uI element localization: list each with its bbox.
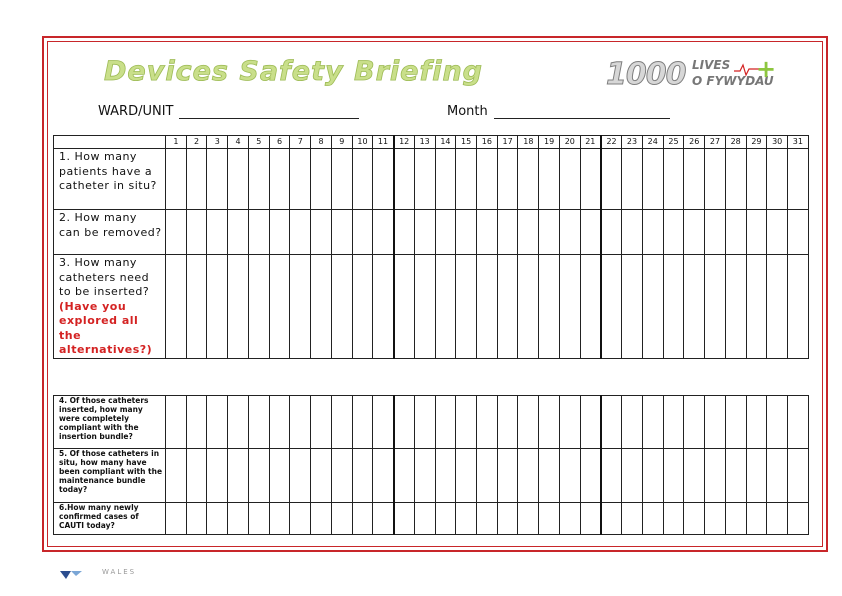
day-entry-cell[interactable]: [207, 396, 228, 449]
day-header: 27: [705, 136, 726, 149]
day-entry-cell[interactable]: [497, 255, 518, 359]
day-entry-cell[interactable]: [725, 449, 746, 503]
day-entry-cell[interactable]: [186, 210, 207, 255]
day-entry-cell[interactable]: [477, 396, 498, 449]
day-entry-cell[interactable]: [290, 449, 311, 503]
day-entry-cell[interactable]: [622, 210, 643, 255]
plus-icon: +: [756, 55, 777, 83]
day-entry-cell[interactable]: [186, 149, 207, 210]
day-entry-cell[interactable]: [622, 503, 643, 535]
question-1: 1. How many patients have a catheter in situ?: [54, 149, 166, 210]
day-entry-cell[interactable]: [311, 149, 332, 210]
day-entry-cell[interactable]: [269, 449, 290, 503]
day-entry-cell[interactable]: [725, 210, 746, 255]
day-header: 31: [788, 136, 809, 149]
question-row-4: [54, 396, 809, 449]
day-entry-cell[interactable]: [269, 210, 290, 255]
day-entry-cell[interactable]: [248, 503, 269, 535]
day-entry-cell[interactable]: [373, 255, 394, 359]
page-title: Devices Safety Briefing: [104, 56, 484, 87]
day-entry-cell[interactable]: [373, 210, 394, 255]
corner-cell: [54, 136, 166, 149]
day-header: 6: [269, 136, 290, 149]
day-entry-cell[interactable]: [684, 503, 705, 535]
day-entry-cell[interactable]: [622, 449, 643, 503]
day-entry-cell[interactable]: [622, 255, 643, 359]
day-entry-cell[interactable]: [622, 149, 643, 210]
day-entry-cell[interactable]: [705, 149, 726, 210]
day-entry-cell[interactable]: [788, 255, 809, 359]
day-entry-cell[interactable]: [228, 255, 249, 359]
day-entry-cell[interactable]: [746, 210, 767, 255]
daily-grid-top: [53, 135, 809, 359]
day-header: 8: [311, 136, 332, 149]
day-header: 13: [414, 136, 435, 149]
footer: [58, 566, 137, 585]
day-entry-cell[interactable]: [642, 503, 663, 535]
day-entry-cell[interactable]: [311, 449, 332, 503]
day-entry-cell[interactable]: [435, 255, 456, 359]
day-entry-cell[interactable]: [518, 503, 539, 535]
day-entry-cell[interactable]: [166, 503, 187, 535]
day-entry-cell[interactable]: [477, 210, 498, 255]
day-entry-cell[interactable]: [518, 255, 539, 359]
day-entry-cell[interactable]: [186, 449, 207, 503]
day-entry-cell[interactable]: [580, 396, 601, 449]
question-row-5: [54, 449, 809, 503]
question-6: 6.How many newly confirmed cases of CAUTI today?: [54, 503, 166, 535]
daily-grid-bottom: [53, 395, 809, 535]
ward-unit-input-line[interactable]: [179, 106, 359, 119]
day-entry-cell[interactable]: [539, 149, 560, 210]
day-entry-cell[interactable]: [601, 449, 622, 503]
day-entry-cell[interactable]: [331, 396, 352, 449]
day-entry-cell[interactable]: [663, 449, 684, 503]
day-entry-cell[interactable]: [601, 149, 622, 210]
day-entry-cell[interactable]: [269, 255, 290, 359]
question-4: 4. Of those catheters inserted, how many were completely compliant with the insertion bundle?: [54, 396, 166, 449]
day-entry-cell[interactable]: [559, 449, 580, 503]
ward-unit-field: [98, 104, 359, 119]
day-entry-cell[interactable]: [539, 396, 560, 449]
day-entry-cell[interactable]: [642, 210, 663, 255]
day-header: 19: [539, 136, 560, 149]
day-header: 11: [373, 136, 394, 149]
day-entry-cell[interactable]: [269, 396, 290, 449]
logo-line-2: O FYWYDAU: [692, 74, 774, 88]
day-entry-cell[interactable]: [290, 396, 311, 449]
day-entry-cell[interactable]: [663, 255, 684, 359]
day-entry-cell[interactable]: [414, 210, 435, 255]
day-entry-cell[interactable]: [311, 210, 332, 255]
day-entry-cell[interactable]: [228, 210, 249, 255]
day-entry-cell[interactable]: [394, 503, 415, 535]
day-entry-cell[interactable]: [725, 503, 746, 535]
day-header: 16: [477, 136, 498, 149]
day-entry-cell[interactable]: [207, 255, 228, 359]
day-entry-cell[interactable]: [228, 449, 249, 503]
day-entry-cell[interactable]: [725, 396, 746, 449]
day-entry-cell[interactable]: [497, 210, 518, 255]
day-header: 18: [518, 136, 539, 149]
day-entry-cell[interactable]: [684, 149, 705, 210]
day-entry-cell[interactable]: [290, 503, 311, 535]
day-header: 28: [725, 136, 746, 149]
day-entry-cell[interactable]: [601, 255, 622, 359]
day-entry-cell[interactable]: [414, 255, 435, 359]
logo-number: 1000: [606, 57, 686, 92]
day-entry-cell[interactable]: [331, 449, 352, 503]
month-label: Month: [447, 104, 488, 119]
day-entry-cell[interactable]: [166, 396, 187, 449]
day-entry-cell[interactable]: [207, 149, 228, 210]
day-entry-cell[interactable]: [228, 149, 249, 210]
day-entry-cell[interactable]: [269, 503, 290, 535]
day-header: 14: [435, 136, 456, 149]
day-entry-cell[interactable]: [767, 255, 788, 359]
question-row-6: [54, 503, 809, 535]
day-entry-cell[interactable]: [352, 449, 373, 503]
day-entry-cell[interactable]: [580, 210, 601, 255]
day-header: 29: [746, 136, 767, 149]
day-entry-cell[interactable]: [497, 503, 518, 535]
day-entry-cell[interactable]: [705, 255, 726, 359]
day-entry-cell[interactable]: [684, 255, 705, 359]
day-header: 1: [166, 136, 187, 149]
day-entry-cell[interactable]: [331, 503, 352, 535]
day-entry-cell[interactable]: [373, 149, 394, 210]
day-entry-cell[interactable]: [580, 503, 601, 535]
question-2: 2. How many can be removed?: [54, 210, 166, 255]
day-entry-cell[interactable]: [373, 503, 394, 535]
day-entry-cell[interactable]: [352, 396, 373, 449]
day-entry-cell[interactable]: [663, 210, 684, 255]
1000-lives-logo: [606, 55, 778, 93]
day-entry-cell[interactable]: [248, 210, 269, 255]
day-entry-cell[interactable]: [642, 255, 663, 359]
month-input-line[interactable]: [494, 106, 670, 119]
day-header: 7: [290, 136, 311, 149]
day-entry-cell[interactable]: [331, 255, 352, 359]
day-entry-cell[interactable]: [414, 503, 435, 535]
day-entry-cell[interactable]: [559, 149, 580, 210]
day-header: 15: [456, 136, 477, 149]
day-entry-cell[interactable]: [186, 396, 207, 449]
day-entry-cell[interactable]: [580, 449, 601, 503]
day-entry-cell[interactable]: [352, 503, 373, 535]
day-entry-cell[interactable]: [394, 210, 415, 255]
day-entry-cell[interactable]: [290, 149, 311, 210]
day-entry-cell[interactable]: [705, 449, 726, 503]
day-entry-cell[interactable]: [684, 210, 705, 255]
day-entry-cell[interactable]: [228, 396, 249, 449]
day-entry-cell[interactable]: [788, 449, 809, 503]
day-entry-cell[interactable]: [746, 396, 767, 449]
day-entry-cell[interactable]: [331, 210, 352, 255]
day-entry-cell[interactable]: [435, 210, 456, 255]
day-entry-cell[interactable]: [248, 255, 269, 359]
day-entry-cell[interactable]: [207, 503, 228, 535]
day-entry-cell[interactable]: [559, 396, 580, 449]
day-entry-cell[interactable]: [311, 503, 332, 535]
day-header: 24: [642, 136, 663, 149]
day-header: 21: [580, 136, 601, 149]
day-entry-cell[interactable]: [352, 210, 373, 255]
day-entry-cell[interactable]: [311, 255, 332, 359]
day-entry-cell[interactable]: [601, 396, 622, 449]
nhs-wales-logo-icon: [58, 569, 84, 581]
day-entry-cell[interactable]: [331, 149, 352, 210]
day-entry-cell[interactable]: [725, 149, 746, 210]
day-entry-cell[interactable]: [477, 503, 498, 535]
day-entry-cell[interactable]: [435, 503, 456, 535]
day-entry-cell[interactable]: [477, 255, 498, 359]
day-entry-cell[interactable]: [559, 210, 580, 255]
day-entry-cell[interactable]: [663, 503, 684, 535]
day-entry-cell[interactable]: [290, 255, 311, 359]
day-entry-cell[interactable]: [477, 149, 498, 210]
day-entry-cell[interactable]: [269, 149, 290, 210]
day-entry-cell[interactable]: [601, 210, 622, 255]
day-entry-cell[interactable]: [414, 149, 435, 210]
day-header: 23: [622, 136, 643, 149]
day-entry-cell[interactable]: [767, 396, 788, 449]
day-entry-cell[interactable]: [746, 149, 767, 210]
day-entry-cell[interactable]: [580, 255, 601, 359]
day-entry-cell[interactable]: [394, 149, 415, 210]
day-entry-cell[interactable]: [207, 449, 228, 503]
day-header: 26: [684, 136, 705, 149]
day-entry-cell[interactable]: [788, 149, 809, 210]
day-entry-cell[interactable]: [725, 255, 746, 359]
day-entry-cell[interactable]: [642, 149, 663, 210]
day-entry-cell[interactable]: [394, 255, 415, 359]
day-header: 25: [663, 136, 684, 149]
day-entry-cell[interactable]: [435, 149, 456, 210]
day-entry-cell[interactable]: [767, 210, 788, 255]
day-header: 22: [601, 136, 622, 149]
day-entry-cell[interactable]: [559, 503, 580, 535]
day-entry-cell[interactable]: [186, 503, 207, 535]
day-entry-cell[interactable]: [290, 210, 311, 255]
day-entry-cell[interactable]: [539, 503, 560, 535]
day-entry-cell[interactable]: [788, 396, 809, 449]
day-entry-cell[interactable]: [497, 449, 518, 503]
day-entry-cell[interactable]: [394, 396, 415, 449]
day-header: 10: [352, 136, 373, 149]
day-header: 9: [331, 136, 352, 149]
day-entry-cell[interactable]: [642, 449, 663, 503]
day-entry-cell[interactable]: [352, 255, 373, 359]
day-entry-cell[interactable]: [166, 210, 187, 255]
day-entry-cell[interactable]: [663, 396, 684, 449]
day-entry-cell[interactable]: [456, 449, 477, 503]
day-entry-cell[interactable]: [518, 149, 539, 210]
day-header: 3: [207, 136, 228, 149]
question-row-1: [54, 149, 809, 210]
question-row-2: [54, 210, 809, 255]
day-entry-cell[interactable]: [518, 396, 539, 449]
day-header: 5: [248, 136, 269, 149]
day-entry-cell[interactable]: [456, 255, 477, 359]
day-entry-cell[interactable]: [622, 396, 643, 449]
day-header: 2: [186, 136, 207, 149]
day-header: 30: [767, 136, 788, 149]
day-entry-cell[interactable]: [394, 449, 415, 503]
day-entry-cell[interactable]: [228, 503, 249, 535]
day-entry-cell[interactable]: [456, 149, 477, 210]
day-entry-cell[interactable]: [539, 449, 560, 503]
day-entry-cell[interactable]: [373, 449, 394, 503]
day-entry-cell[interactable]: [352, 149, 373, 210]
day-entry-cell[interactable]: [456, 396, 477, 449]
day-entry-cell[interactable]: [788, 503, 809, 535]
day-entry-cell[interactable]: [788, 210, 809, 255]
day-header: 20: [559, 136, 580, 149]
day-entry-cell[interactable]: [746, 255, 767, 359]
day-entry-cell[interactable]: [186, 255, 207, 359]
day-entry-cell[interactable]: [166, 449, 187, 503]
day-entry-cell[interactable]: [684, 396, 705, 449]
ward-unit-label: WARD/UNIT: [98, 104, 174, 119]
day-entry-cell[interactable]: [311, 396, 332, 449]
day-header: 4: [228, 136, 249, 149]
day-entry-cell[interactable]: [435, 449, 456, 503]
question-3-cell: [54, 255, 166, 359]
day-entry-cell[interactable]: [248, 149, 269, 210]
day-header-row: [54, 136, 809, 149]
day-entry-cell[interactable]: [642, 396, 663, 449]
day-entry-cell[interactable]: [456, 503, 477, 535]
day-entry-cell[interactable]: [767, 149, 788, 210]
day-entry-cell[interactable]: [539, 210, 560, 255]
day-entry-cell[interactable]: [705, 210, 726, 255]
day-header: 12: [394, 136, 415, 149]
day-entry-cell[interactable]: [539, 255, 560, 359]
question-3: 3. How many catheters need to be inserted?: [59, 256, 150, 298]
question-row-3: [54, 255, 809, 359]
day-entry-cell[interactable]: [518, 210, 539, 255]
day-entry-cell[interactable]: [746, 503, 767, 535]
day-entry-cell[interactable]: [435, 396, 456, 449]
day-entry-cell[interactable]: [705, 503, 726, 535]
day-entry-cell[interactable]: [663, 149, 684, 210]
footer-country: WALES: [102, 568, 137, 576]
day-header: 17: [497, 136, 518, 149]
day-entry-cell[interactable]: [705, 396, 726, 449]
day-entry-cell[interactable]: [248, 396, 269, 449]
day-entry-cell[interactable]: [580, 149, 601, 210]
day-entry-cell[interactable]: [166, 255, 187, 359]
day-entry-cell[interactable]: [207, 210, 228, 255]
logo-line-1: LIVES: [692, 58, 731, 72]
day-entry-cell[interactable]: [767, 449, 788, 503]
day-entry-cell[interactable]: [518, 449, 539, 503]
month-field: [447, 104, 670, 119]
question-3-note: (Have you explored all the alternatives?): [59, 299, 153, 356]
day-entry-cell[interactable]: [414, 396, 435, 449]
day-entry-cell[interactable]: [477, 449, 498, 503]
day-entry-cell[interactable]: [601, 503, 622, 535]
day-entry-cell[interactable]: [746, 449, 767, 503]
day-entry-cell[interactable]: [414, 449, 435, 503]
day-entry-cell[interactable]: [684, 449, 705, 503]
day-entry-cell[interactable]: [373, 396, 394, 449]
day-entry-cell[interactable]: [497, 396, 518, 449]
day-entry-cell[interactable]: [166, 149, 187, 210]
day-entry-cell[interactable]: [456, 210, 477, 255]
day-entry-cell[interactable]: [767, 503, 788, 535]
day-entry-cell[interactable]: [559, 255, 580, 359]
question-5: 5. Of those catheters in situ, how many have been compliant with the maintenance bundle today?: [54, 449, 166, 503]
day-entry-cell[interactable]: [497, 149, 518, 210]
day-entry-cell[interactable]: [248, 449, 269, 503]
